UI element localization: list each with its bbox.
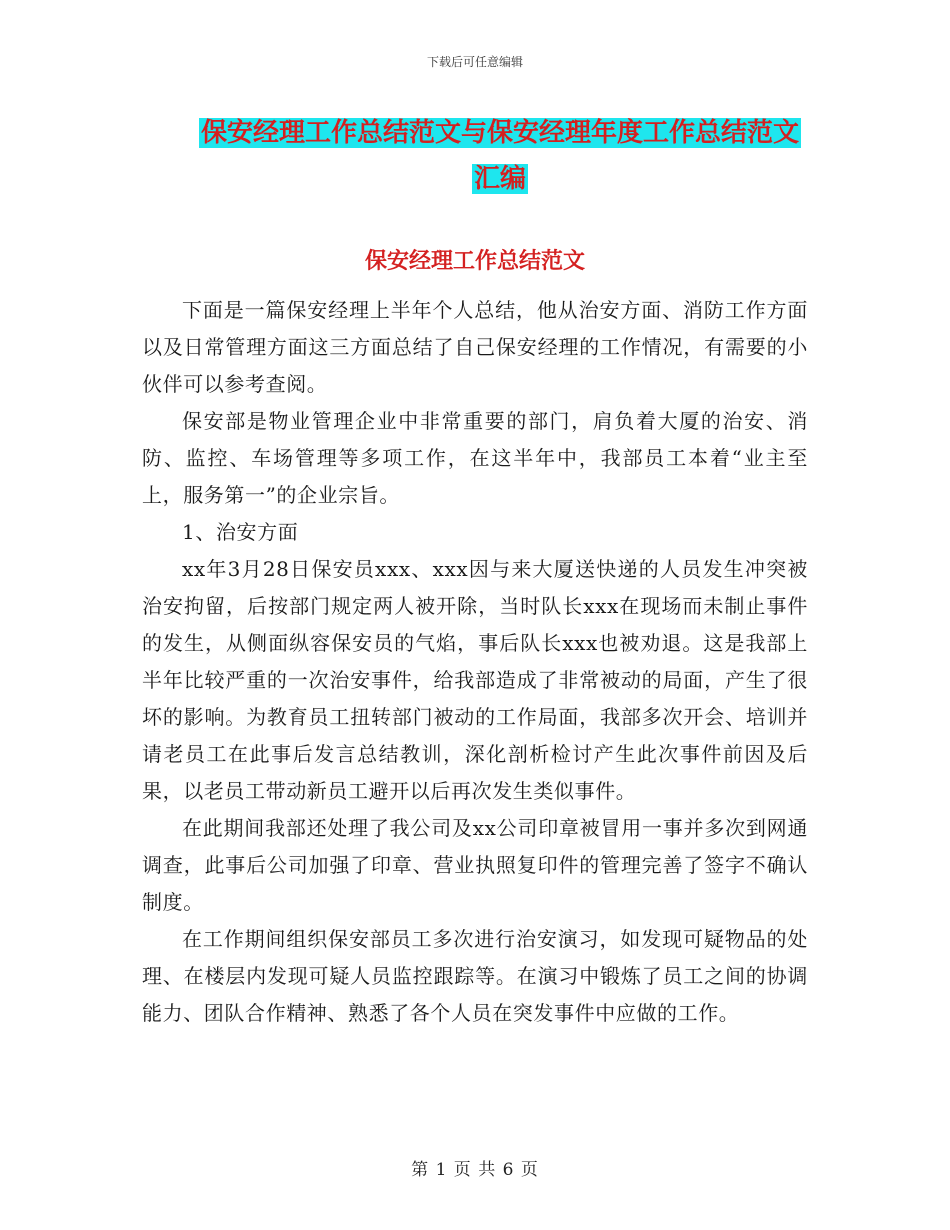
body-paragraph: 下面是一篇保安经理上半年个人总结，他从治安方面、消防工作方面以及日常管理方面这三方面总结了自己保安经理的工作情况，有需要的小伙伴可以参考查阅。 [142,298,808,396]
page-number-footer: 第 1 页 共 6 页 [411,1160,539,1180]
document-title-line-1: 保安经理工作总结范文与保安经理年度工作总结范文 [200,118,799,148]
section-title: 保安经理工作总结范文 [364,249,585,274]
body-paragraph: 在此期间我部还处理了我公司及xx公司印章被冒用一事并多次到网通调查，此事后公司加强了印章、营业执照复印件的管理完善了签字不确认制度。 [142,816,808,914]
body-paragraph: 保安部是物业管理企业中非常重要的部门，肩负着大厦的治安、消防、监控、车场管理等多项工作，在这半年中，我部员工本着“业主至上，服务第一”的企业宗旨。 [142,409,808,507]
document-title-line-2: 汇编 [473,164,526,194]
document-title [190,110,810,202]
body-paragraph: xx年3月28日保安员xxx、xxx因与来大厦送快递的人员发生冲突被治安拘留，后按部门规定两人被开除，当时队长xxx在现场而未制止事件的发生，从侧面纵容保安员的气焰，事后队长xxx也被劝退。这是我部上半年比较严重的一次治安事件，给我部造成了非常被动的局面，产生了很坏的影响。为教育员工扭转部门被动的工作局面，我部多次开会、培训并请老员工在此事后发言总结教训，深化剖析检讨产生此次事件前因及后果，以老员工带动新员工避开以后再次发生类似事件。 [142,557,808,803]
body-paragraph: 在工作期间组织保安部员工多次进行治安演习，如发现可疑物品的处理、在楼层内发现可疑人员监控跟踪等。在演习中锻炼了员工之间的协调能力、团队合作精神、熟悉了各个人员在突发事件中应做的工作。 [142,927,808,1025]
section-heading: 1、治安方面 [182,520,299,544]
header-note: 下载后可任意编辑 [426,55,523,69]
document-body [142,292,808,1032]
